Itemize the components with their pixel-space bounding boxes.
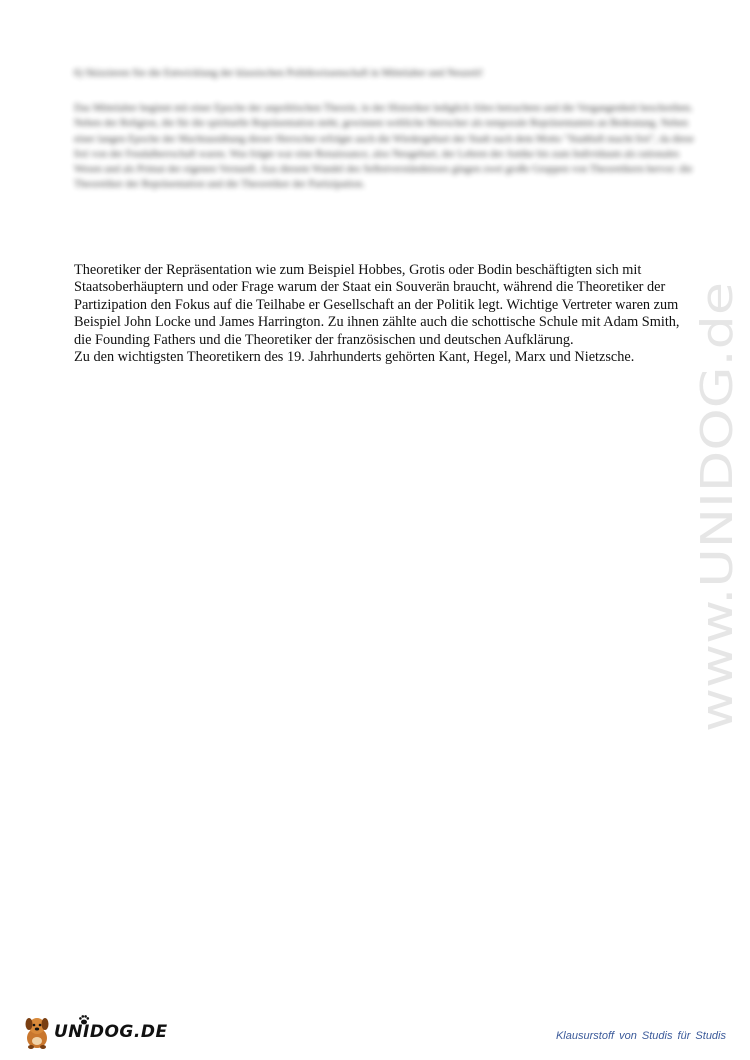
unidog-logo[interactable] (22, 1012, 192, 1052)
footer-tagline: Klausurstoff von Studis für Studis (555, 1030, 726, 1042)
blurred-preview-section (74, 66, 694, 192)
paragraph-representation-theorists: Theoretiker der Repräsentation wie zum Beispiel Hobbes, Grotis oder Bodin beschäftigten sich mit Staatsoberhäuptern und oder Frage warum der Staat ein Souverän braucht, während die Theoretiker der Partizipation den Fokus auf die Teilhabe er Gesellschaft an der Politik legt. Wichtige Vertreter waren zum Beispiel John Locke und James Harrington. Zu ihnen zählte auch die schottische Schule mit Adam Smith, die Founding Fathers und die Theoretiker der französischen und deutschen Aufklärung. (74, 262, 680, 348)
dog-mascot-icon (22, 1014, 52, 1050)
logo-wordmark: UNIDOG.DE (54, 1022, 168, 1042)
blurred-paragraph: Das Mittelalter beginnt mit einer Epoche der unpolitischen Theorie, in der Historiker lediglich Altes betrachten und die Vergangenheit beschreiben. Neben der Religion, die für die spirituelle Repräsentation steht, gewinnen weltliche Herrscher als temporale Repräsentanten an Bedeutung. Neben einer langen Epoche der Machtausübung dieser Herrscher erfolgte auch die Wiedergeburt der Stadt nach dem Motto "Stadtluft macht frei", da diese frei von der Feudalherrschaft waren. Was folgte war eine Renaissance, also Neugeburt, der Lehren der Antike bis zum Individuum als rationales Wesen und als Primat der eigenen Vernunft. Aus diesem Wandel des Selbstverständnisses gingen zwei große Gruppen von Theoretikern hervor: die Theoretiker der Repräsentation und die Theoretiker der Partizipation. (74, 103, 694, 191)
watermark-text: www.UNIDOG.de (692, 364, 743, 732)
visible-text-section (74, 262, 686, 366)
blurred-question-heading: 6) Skizzieren Sie die Entwicklung der klassischen Politikwissenschaft in Mittelalter und Neuzeit! (74, 68, 484, 79)
watermark (670, 270, 750, 740)
paragraph-19th-century-theorists: Zu den wichtigsten Theoretikern des 19. Jahrhunderts gehörten Kant, Hegel, Marx und Nietzsche. (74, 349, 635, 366)
